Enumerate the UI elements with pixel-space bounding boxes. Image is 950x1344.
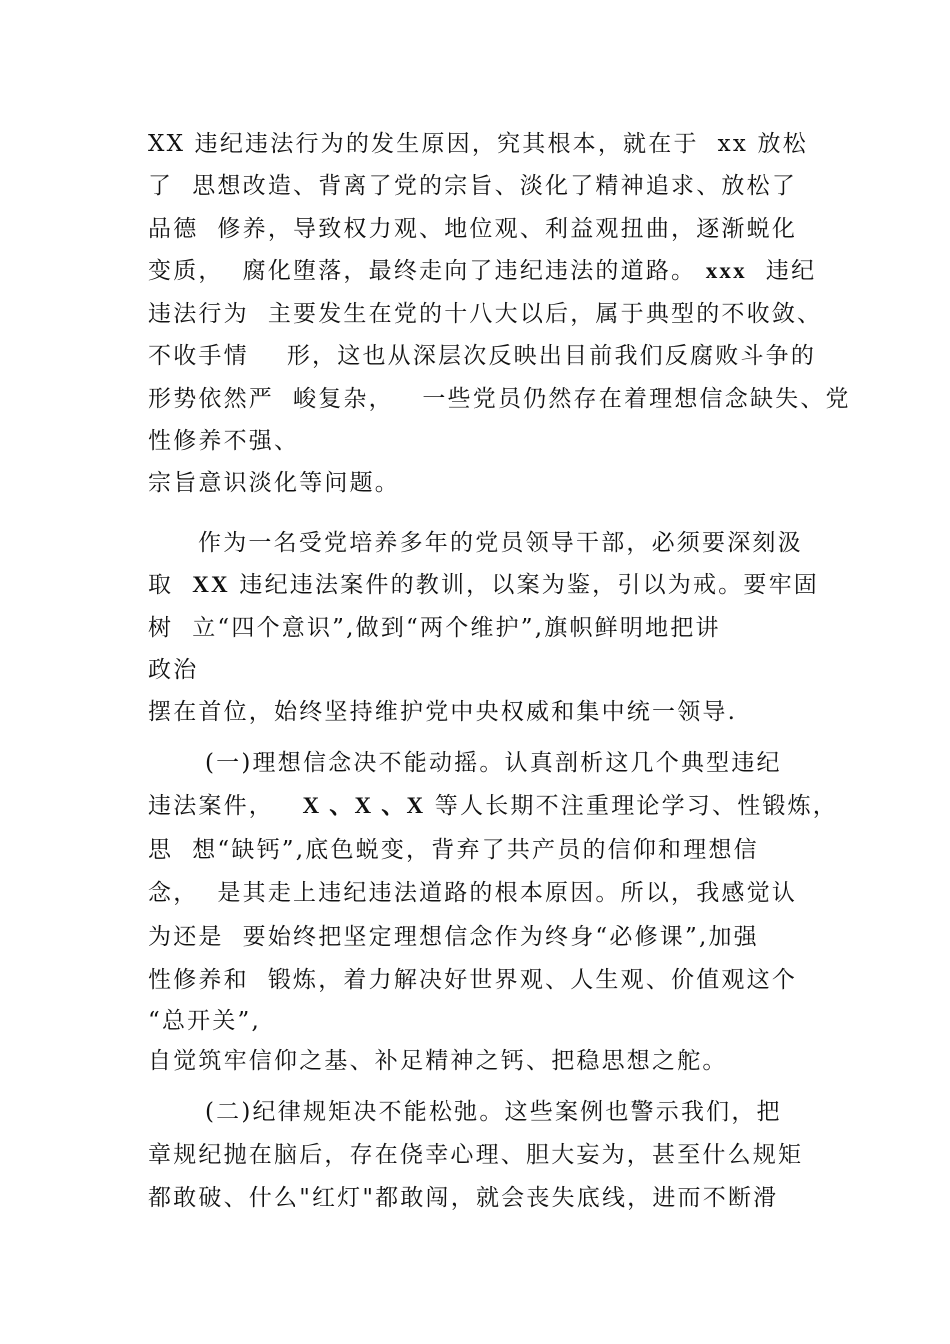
p1-line-4 xyxy=(148,256,828,286)
p1-line-4-text-c: 违纪 xyxy=(746,258,817,284)
p3-line-2-text-c: 等人长期不注重理论学习、性锻炼， xyxy=(425,793,838,819)
p3-line-7: “总开关”, xyxy=(148,1008,262,1034)
p3-line-3: 思 想“缺钙”,底色蜕变，背弃了共产员的信仰和理想信 xyxy=(148,837,759,863)
p2-line-2-text-c: 违纪违法案件的教训，以案为鉴，引以为戒。要牢固 xyxy=(229,572,819,598)
p1-line-3: 品德 修养，导致权力观、地位观、利益观扭曲，逐渐蜕化 xyxy=(148,216,798,242)
p3-line-5: 为还是 要始终把坚定理想信念作为终身“必修课”,加强 xyxy=(148,924,759,950)
p2-line-3: 树 立“四个意识”,做到“两个维护”,旗帜鲜明地把讲 xyxy=(148,615,721,641)
p1-line-4-text-a: 变质， 腐化堕落，最终走向了违纪违法的道路。 xyxy=(148,258,706,284)
p1-line-4-bold-xxx: xxx xyxy=(705,258,747,283)
p2-line-2-text-a: 取 xyxy=(148,572,193,598)
p4-line-3: 都敢破、什么"红灯"都敢闯，就会丧失底线，进而不断滑 xyxy=(148,1185,779,1211)
p4-line-2: 章规纪抛在脑后，存在侥幸心理、胆大妄为，甚至什么规矩 xyxy=(148,1142,804,1168)
p4-line-1: (二)纪律规矩决不能松弛。这些案例也警示我们，把 xyxy=(205,1099,782,1125)
p3-line-2 xyxy=(148,791,838,821)
p2-line-5: 摆在首位，始终坚持维护党中央权威和集中统一领导. xyxy=(148,699,738,725)
p1-line-9: 宗旨意识淡化等问题。 xyxy=(148,470,400,496)
p1-line-5: 违法行为 主要发生在党的十八大以后，属于典型的不收敛、 xyxy=(148,301,823,327)
p1-line-7: 形势依然严 峻复杂， 一些党员仍然存在着理想信念缺失、党 xyxy=(148,386,851,412)
p1-line-8: 性修养不强、 xyxy=(148,428,300,454)
p3-line-1: (一)理想信念决不能动摇。认真剖析这几个典型违纪 xyxy=(205,750,782,776)
p3-line-2-text-a: 违法案件， xyxy=(148,793,303,819)
p1-line-6: 不收手情 形，这也从深层次反映出目前我们反腐败斗争的 xyxy=(148,343,817,369)
p3-line-8: 自觉筑牢信仰之基、补足精神之钙、把稳思想之舵。 xyxy=(148,1048,728,1074)
p1-line-1: XX 违纪违法行为的发生原因，究其根本，就在于 xx 放松 xyxy=(148,131,808,157)
p2-line-1: 作为一名受党培养多年的党员领导干部，必须要深刻汲 xyxy=(198,530,803,556)
p2-line-2 xyxy=(148,570,828,600)
p3-line-6: 性修养和 锻炼，着力解决好世界观、人生观、价值观这个 xyxy=(148,967,798,993)
p3-line-2-bold-names: X 、X 、X xyxy=(302,793,426,818)
p2-line-4: 政治 xyxy=(148,657,199,683)
p2-line-2-bold-xx: XX xyxy=(192,572,230,597)
p1-line-2: 了 思想改造、背离了党的宗旨、淡化了精神追求、放松了 xyxy=(148,173,798,199)
p3-line-4: 念， 是其走上违纪违法道路的根本原因。所以，我感觉认 xyxy=(148,880,798,906)
